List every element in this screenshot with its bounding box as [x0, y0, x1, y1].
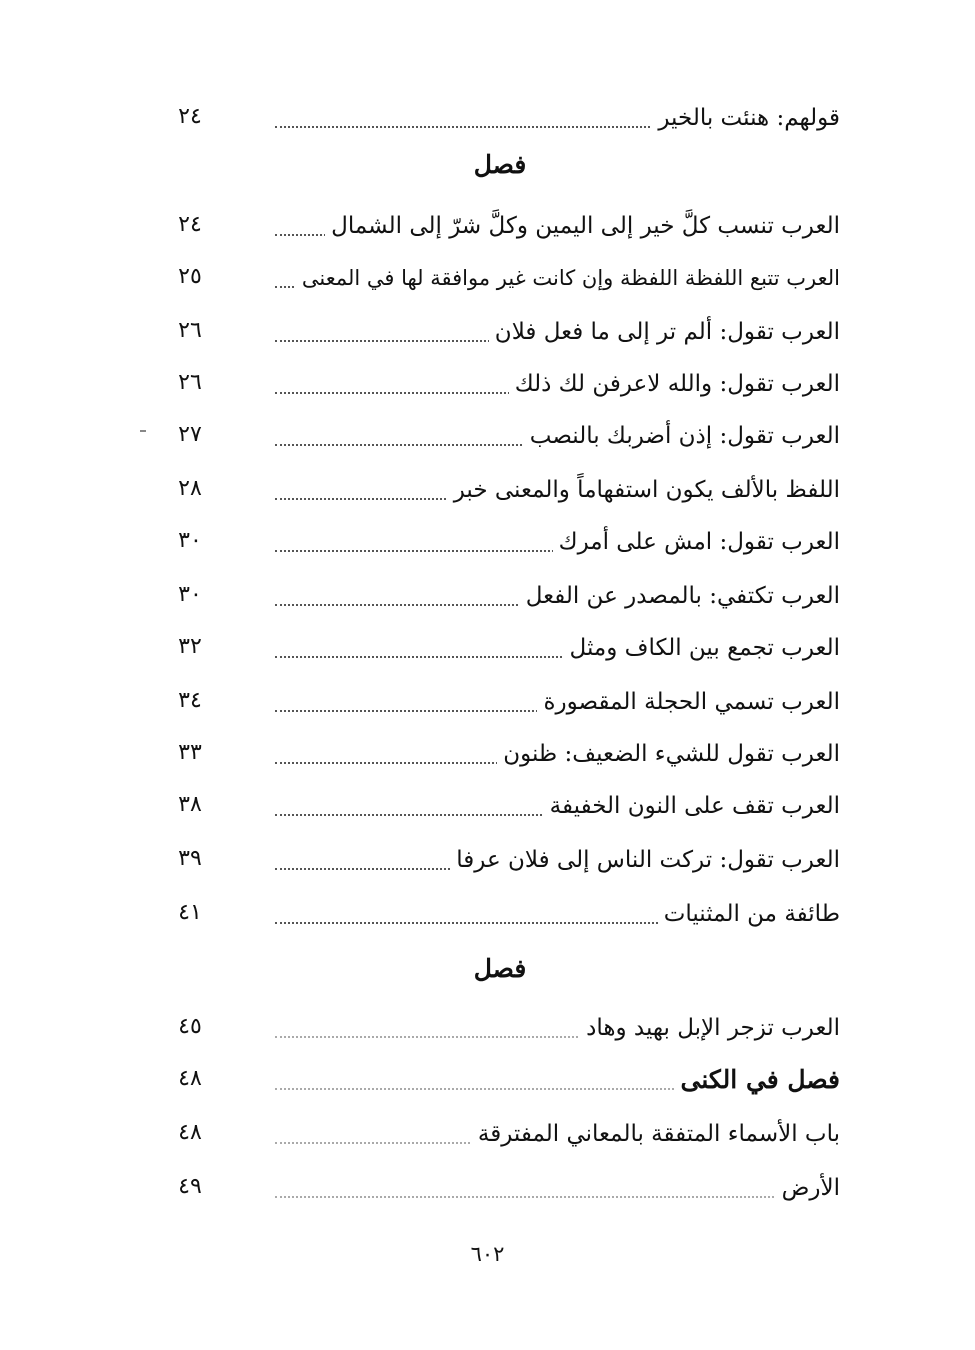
- toc-page-number: ٤٥: [178, 1014, 202, 1039]
- toc-entry: [160, 366, 840, 406]
- toc-page-number: ٢٨: [178, 476, 202, 501]
- toc-page-number: ٢٤: [178, 104, 202, 129]
- toc-entry: [160, 260, 840, 300]
- toc-entry: [160, 472, 840, 512]
- toc-entry: [160, 578, 840, 618]
- toc-page-number: ٤٨: [178, 1120, 202, 1145]
- section-heading: فصل: [473, 150, 527, 179]
- toc-page-number: ٣٨: [178, 792, 202, 817]
- toc-entry: [160, 208, 840, 248]
- toc-title: العرب تقف على النون الخفيفة: [544, 788, 840, 824]
- toc-title: باب الأسماء المتفقة بالمعاني المفترقة: [472, 1116, 840, 1152]
- toc-title: الأرض: [776, 1170, 840, 1206]
- toc-page-number: ٣٠: [178, 582, 202, 607]
- toc-page-number: ٣٣: [178, 740, 202, 765]
- dot-leader: [275, 1196, 830, 1198]
- toc-entry: [160, 842, 840, 882]
- toc-entry: [160, 524, 840, 564]
- toc-title: العرب تسمي الحجلة المقصورة: [537, 684, 840, 720]
- toc-title: فصل في الكنى: [674, 1062, 840, 1098]
- toc-page-number: ٢٦: [178, 318, 202, 343]
- toc-title: العرب تزجر الإبل بهيد وهاد: [580, 1010, 840, 1046]
- toc-entry: [160, 630, 840, 670]
- toc-entry: [160, 1010, 840, 1050]
- toc-page-number: ٢٧: [178, 422, 202, 447]
- toc-title: العرب تقول: امش على أمرك: [553, 524, 840, 560]
- toc-page-number: ٣٠: [178, 528, 202, 553]
- toc-page-number: ٣٤: [178, 688, 202, 713]
- toc-entry: [160, 1170, 840, 1210]
- toc-page-number: ٣٩: [178, 846, 202, 871]
- toc-title: طائفة من المثنيات: [658, 896, 840, 932]
- section-heading: فصل: [473, 954, 527, 983]
- toc-entry: [160, 1116, 840, 1156]
- toc-page-number: ٢٥: [178, 264, 202, 289]
- toc-entry: [160, 684, 840, 724]
- toc-entry: [160, 418, 840, 458]
- scan-mark: [140, 430, 146, 432]
- toc-title: العرب تنسب كلَّ خير إلى اليمين وكلَّ شرّ إلى الشمال: [325, 208, 840, 244]
- toc-entry: [160, 788, 840, 828]
- toc-title: العرب تكتفي: بالمصدر عن الفعل: [520, 578, 840, 614]
- toc-page-number: ٤٩: [178, 1174, 202, 1199]
- toc-page-number: ٤١: [178, 900, 202, 925]
- toc-title: العرب تقول: إذن أضربك بالنصب: [524, 418, 840, 454]
- toc-title: قولهم: هنئت بالخير: [652, 100, 840, 136]
- toc-title: العرب تجمع بين الكاف ومثل: [564, 630, 840, 666]
- toc-title: العرب تقول: ألم تر إلى ما فعل فلان: [489, 314, 840, 350]
- toc-title: العرب تتبع اللفظة اللفظة وإن كانت غير موافقة لها في المعنى: [296, 260, 840, 296]
- toc-entry: [160, 100, 840, 140]
- toc-page-number: ٢٤: [178, 212, 202, 237]
- toc-title: العرب تقول للشيء الضعيف: ظنون: [497, 736, 840, 772]
- toc-title: العرب تقول: والله لاعرفن لك ذلك: [509, 366, 840, 402]
- toc-entry: [160, 1062, 840, 1102]
- toc-title: اللفظ بالألف يكون استفهاماً والمعنى خبر: [448, 472, 840, 508]
- toc-page-number: ٤٨: [178, 1066, 202, 1091]
- toc-page-number: ٣٢: [178, 634, 202, 659]
- page-number-footer: ٦٠٢: [470, 1242, 505, 1266]
- toc-title: العرب تقول: تركت الناس إلى فلان عرفا: [450, 842, 840, 878]
- toc-entry: [160, 736, 840, 776]
- toc-page-number: ٢٦: [178, 370, 202, 395]
- toc-entry: [160, 896, 840, 936]
- toc-entry: [160, 314, 840, 354]
